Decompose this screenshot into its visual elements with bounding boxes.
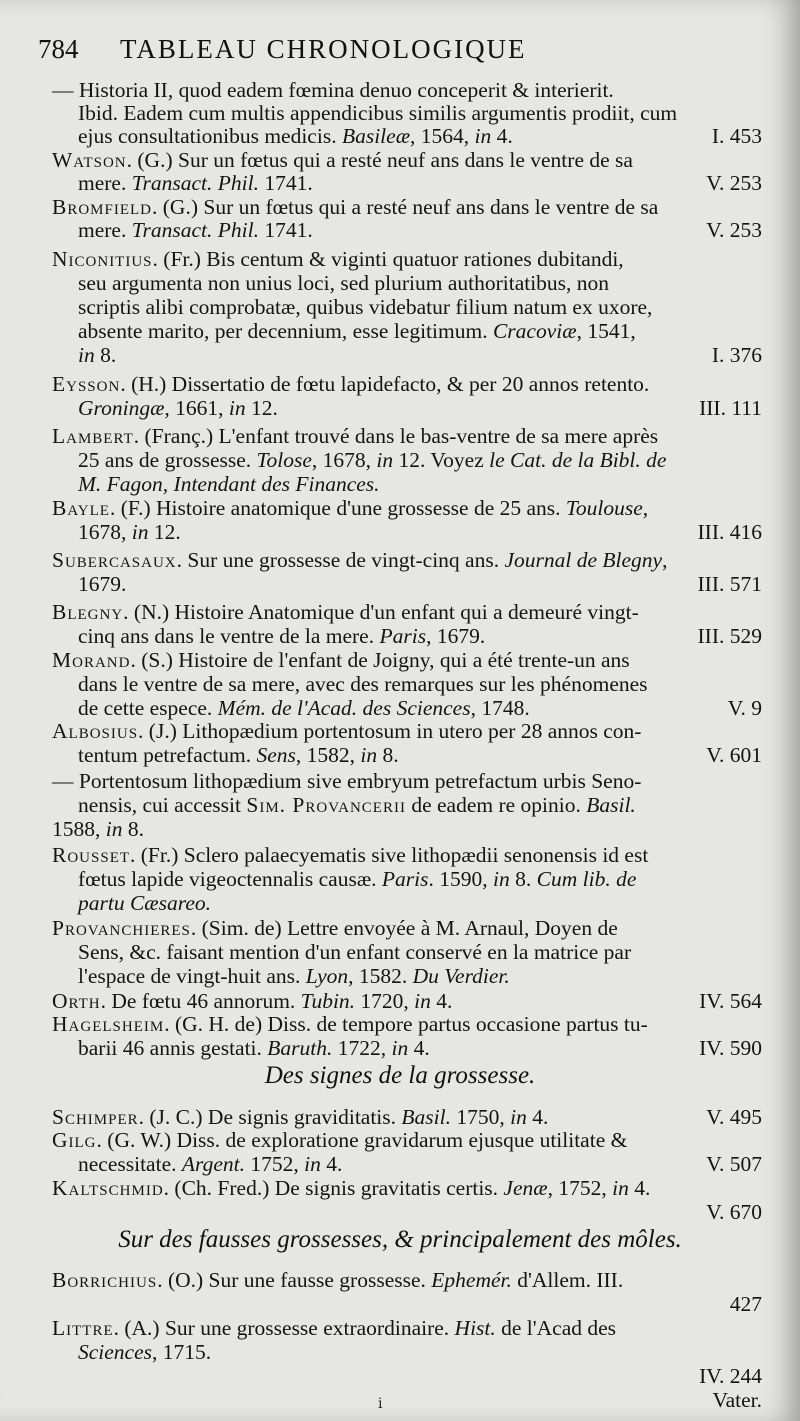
text-run: . (J.) Lithopædium portentosum in utero per 28 annos con-: [138, 719, 642, 743]
text-run: Sciences: [78, 1340, 153, 1364]
text-run: . (Fr.) Bis centum & viginti quatuor rationes dubitandi,: [152, 247, 624, 271]
text-run: , 1678,: [311, 448, 377, 472]
text-run: de cette espece.: [78, 696, 218, 720]
text-line: [0, 989, 800, 1013]
line-text: [78, 964, 510, 988]
text-run: 4.: [628, 1176, 651, 1200]
text-run: Jenæ: [503, 1176, 548, 1200]
line-text: [78, 218, 313, 242]
text-line: [0, 1200, 800, 1224]
text-line: [0, 769, 800, 793]
text-line: [0, 1128, 800, 1152]
text-line: [0, 1036, 800, 1060]
text-run: . Sur une grossesse de vingt-cinq ans.: [176, 548, 505, 572]
text-line: [0, 940, 800, 964]
reference-number: V. 507: [706, 1152, 762, 1176]
text-line: [0, 964, 800, 988]
line-text: [78, 319, 636, 343]
reference-number: V. 253: [706, 218, 762, 242]
line-text: [52, 247, 624, 271]
reference-number: V. 601: [706, 743, 762, 767]
reference-number: III. 416: [697, 520, 762, 544]
text-run: , 1541,: [576, 319, 636, 343]
text-run: 25 ans de grossesse.: [78, 448, 257, 472]
text-run: . (G. H. de) Diss. de tempore partus occasione partus tu-: [164, 1012, 648, 1036]
text-run: in: [612, 1176, 629, 1200]
line-text: [78, 672, 648, 696]
text-run: cinq ans dans le ventre de la mere.: [78, 624, 380, 648]
text-line: [0, 1292, 800, 1316]
reference-number: III. 111: [699, 396, 762, 420]
reference-number: IV. 564: [699, 989, 762, 1013]
text-line: [0, 1364, 800, 1388]
line-text: [52, 1316, 616, 1340]
text-run: Schimper: [52, 1105, 139, 1129]
text-run: Sens, &c. faisant mention d'un enfant conservé en la matrice par: [78, 940, 632, 964]
text-run: Littre: [52, 1316, 114, 1340]
text-run: Bromfield: [52, 195, 153, 219]
text-run: fœtus lapide vigeoctennalis causæ.: [78, 867, 382, 891]
text-run: tentum petrefactum.: [78, 743, 257, 767]
text-run: — Portentosum lithopædium sive embryum petrefactum urbis Seno-: [52, 769, 642, 793]
line-text: [78, 891, 211, 915]
text-run: in: [360, 743, 378, 767]
text-run: in: [304, 1152, 321, 1176]
text-run: 4.: [430, 989, 453, 1013]
text-run: de l'Acad des: [495, 1316, 617, 1340]
text-line: [0, 743, 800, 767]
line-text: [78, 940, 631, 964]
page-number: 784: [38, 34, 79, 64]
text-run: Provanchieres: [52, 916, 191, 940]
text-run: Journal de Blegny: [504, 548, 663, 572]
text-run: in: [78, 343, 95, 367]
text-run: Transact. Phil.: [131, 218, 259, 242]
text-run: ,: [662, 548, 668, 572]
text-run: Sim. Provancerii: [246, 793, 406, 817]
text-run: 12.: [245, 396, 278, 420]
text-run: Watson: [52, 148, 127, 172]
reference-number: IV. 590: [699, 1036, 762, 1060]
text-run: Baruth.: [267, 1036, 333, 1060]
text-run: Hagelsheim: [52, 1012, 165, 1036]
text-run: . De fœtu 46 annorum.: [100, 989, 301, 1013]
text-line: [0, 195, 800, 219]
text-line: [0, 171, 800, 195]
text-run: 4.: [320, 1152, 343, 1176]
text-run: . (G.) Sur un fœtus qui a resté neuf ans dans le ventre de sa: [152, 195, 659, 219]
text-run: , 1715.: [152, 1340, 212, 1364]
text-run: Blegny: [52, 600, 124, 624]
text-run: barii 46 annis gestati.: [78, 1036, 268, 1060]
line-text: [78, 295, 652, 319]
text-run: . 1590,: [428, 867, 494, 891]
text-line: [0, 424, 800, 448]
text-run: Lyon: [305, 964, 349, 988]
line-text: [52, 548, 667, 572]
text-run: Lambert: [52, 424, 134, 448]
text-run: 12.: [148, 520, 181, 544]
text-line: [0, 472, 800, 496]
text-line: [0, 124, 800, 148]
text-run: in: [228, 396, 246, 420]
text-run: nensis, cui accessit: [78, 793, 247, 817]
text-run: l'espace de vingt-huit ans.: [78, 964, 306, 988]
line-text: [78, 1340, 211, 1364]
text-run: 4.: [408, 1036, 430, 1060]
text-line: [0, 1388, 800, 1412]
text-run: 1678,: [78, 520, 132, 544]
text-run: 8.: [377, 743, 399, 767]
text-run: Ibid. Eadem cum multis appendicibus similis argumentis prodiit, cum: [78, 101, 678, 125]
text-run: in: [131, 520, 149, 544]
reference-number: Vater.: [712, 1388, 762, 1412]
text-line: [0, 548, 800, 572]
text-run: Argent.: [181, 1152, 245, 1176]
line-text: [52, 1176, 650, 1200]
reference-number: 427: [729, 1292, 762, 1316]
text-run: . (O.) Sur une fausse grossesse.: [157, 1268, 432, 1292]
text-run: in: [376, 448, 394, 472]
text-run: 1588,: [52, 817, 106, 841]
section-heading: Des signes de la grossesse.: [264, 1062, 536, 1089]
text-run: Basileæ: [341, 124, 411, 148]
text-run: . (J. C.) De signis graviditatis.: [138, 1105, 402, 1129]
text-run: . (Ch. Fred.) De signis gravitatis certis.: [163, 1176, 504, 1200]
text-run: . (H.) Dissertatio de fœtu lapidefacto, & per 20 annos retento.: [120, 372, 650, 396]
text-run: de eadem re opinio.: [405, 793, 587, 817]
text-run: mere.: [78, 218, 132, 242]
text-line: [0, 1268, 800, 1292]
text-run: ,: [642, 496, 649, 520]
text-line: [0, 218, 800, 242]
line-text: [78, 624, 485, 648]
text-line: [0, 448, 800, 472]
text-run: 1752,: [244, 1152, 305, 1176]
text-run: partu Cæsareo.: [78, 891, 211, 915]
text-run: . (G.) Sur un fœtus qui a resté neuf ans dans le ventre de sa: [126, 148, 633, 172]
text-line: [0, 817, 800, 841]
text-run: Gilg: [52, 1128, 97, 1152]
line-text: [52, 843, 648, 867]
text-line: [0, 793, 800, 817]
reference-number: I. 453: [711, 124, 762, 148]
reference-number: III. 529: [697, 624, 762, 648]
text-run: . (A.) Sur une grossesse extraordinaire.: [113, 1316, 455, 1340]
text-run: Paris: [379, 624, 427, 648]
text-line: [0, 247, 800, 271]
text-run: 1679.: [78, 572, 127, 596]
line-text: [52, 1105, 548, 1129]
text-run: Paris: [381, 867, 429, 891]
text-run: 1750,: [450, 1105, 511, 1129]
line-text: [52, 148, 633, 172]
text-run: — Historia II, quod eadem fœmina denuo conceperit & interierit.: [52, 78, 614, 102]
line-text: [78, 520, 181, 544]
text-line: [0, 867, 800, 891]
text-run: d'Allem. III.: [511, 1268, 624, 1292]
running-title: TABLEAU CHRONOLOGIQUE: [120, 34, 527, 64]
text-run: 8.: [94, 343, 117, 367]
text-run: Orth: [52, 989, 101, 1013]
text-run: Albosius: [52, 719, 139, 743]
text-run: Borrichius: [52, 1268, 158, 1292]
text-run: . (Franç.) L'enfant trouvé dans le bas-ventre de sa mere après: [133, 424, 659, 448]
text-line: [0, 624, 800, 648]
text-line: [0, 719, 800, 743]
text-run: . (F.) Histoire anatomique d'une grossesse de 25 ans.: [109, 496, 566, 520]
text-run: Morand: [52, 648, 131, 672]
text-line: [0, 78, 800, 102]
text-line: [0, 1176, 800, 1200]
text-line: [0, 572, 800, 596]
text-line: [0, 295, 800, 319]
line-text: [52, 916, 618, 940]
text-run: . (N.) Histoire Anatomique d'un enfant qui a demeuré vingt-: [123, 600, 639, 624]
line-text: [52, 424, 658, 448]
line-text: [52, 372, 649, 396]
text-run: , 1748.: [470, 696, 530, 720]
line-text: [78, 572, 126, 596]
line-text: [52, 496, 648, 520]
line-text: [78, 101, 677, 125]
text-run: dans le ventre de sa mere, avec des remarques sur les phénomenes: [78, 672, 648, 696]
reference-number: V. 253: [706, 171, 762, 195]
text-run: mere.: [78, 171, 132, 195]
text-run: . (Fr.) Sclero palaecyematis sive lithopædii senonensis id est: [130, 843, 649, 867]
text-run: , 1679.: [426, 624, 486, 648]
text-line: [0, 843, 800, 867]
text-run: , 1661,: [164, 396, 229, 420]
text-run: Tolose: [256, 448, 312, 472]
text-run: Groningæ: [78, 396, 165, 420]
text-run: 8.: [509, 867, 537, 891]
line-text: [78, 171, 313, 195]
line-text: [78, 472, 380, 496]
reference-number: V. 670: [706, 1200, 762, 1224]
text-line: [0, 271, 800, 295]
line-text: [52, 769, 641, 793]
text-line: [0, 1340, 800, 1364]
text-run: 1720,: [355, 989, 415, 1013]
text-line: [0, 672, 800, 696]
line-text: [52, 989, 452, 1013]
text-line: [0, 600, 800, 624]
text-run: Tubin.: [300, 989, 356, 1013]
text-run: Mém. de l'Acad. des Sciences: [217, 696, 471, 720]
text-line: [0, 396, 800, 420]
text-run: Du Verdier.: [412, 964, 510, 988]
line-text: [52, 195, 658, 219]
text-run: , 1564,: [410, 124, 475, 148]
reference-number: IV. 244: [699, 1364, 762, 1388]
line-text: [52, 1268, 623, 1292]
text-run: . (G. W.) Diss. de exploratione gravidarum ejusque utilitate &: [96, 1128, 628, 1152]
text-run: in: [414, 989, 431, 1013]
page-header: [30, 34, 770, 74]
reference-number: V. 495: [706, 1105, 762, 1129]
line-text: [52, 817, 144, 841]
line-text: [78, 1152, 342, 1176]
text-line: [0, 319, 800, 343]
text-run: Toulouse: [565, 496, 643, 520]
text-line: [0, 520, 800, 544]
text-run: Niconitius: [52, 247, 153, 271]
text-run: Sens: [256, 743, 296, 767]
line-text: [78, 271, 609, 295]
line-text: [52, 78, 614, 102]
text-run: 4.: [526, 1105, 549, 1129]
section-heading: Sur des fausses grossesses, & principalement des môles.: [118, 1226, 682, 1253]
text-run: 12. Voyez: [393, 448, 490, 472]
text-run: Transact. Phil.: [131, 171, 259, 195]
text-run: Hist.: [454, 1316, 496, 1340]
line-text: [78, 124, 513, 148]
line-text: [78, 793, 636, 817]
line-text: [78, 448, 666, 472]
text-run: Rousset: [52, 843, 131, 867]
text-run: , 1582.: [348, 964, 413, 988]
text-run: Eysson: [52, 372, 121, 396]
text-run: le Cat. de la Bibl. de: [489, 448, 667, 472]
line-text: [78, 343, 116, 367]
line-text: [52, 1128, 627, 1152]
text-run: Cracoviæ: [492, 319, 577, 343]
text-run: . (Sim. de) Lettre envoyée à M. Arnaul, Doyen de: [190, 916, 618, 940]
text-line: [0, 372, 800, 396]
line-text: [78, 696, 530, 720]
text-run: necessitate.: [78, 1152, 182, 1176]
text-run: in: [391, 1036, 409, 1060]
text-run: in: [510, 1105, 527, 1129]
text-run: scriptis alibi comprobatæ, quibus videbatur filium natum ex uxore,: [78, 295, 653, 319]
text-line: [0, 1012, 800, 1036]
line-text: [78, 743, 399, 767]
line-text: [52, 1012, 648, 1036]
text-run: Ephemér.: [431, 1268, 512, 1292]
text-line: [0, 148, 800, 172]
text-run: in: [493, 867, 510, 891]
text-line: [0, 1152, 800, 1176]
text-line: [0, 891, 800, 915]
text-run: , 1752,: [547, 1176, 613, 1200]
text-line: [0, 101, 800, 125]
text-run: seu argumenta non unius loci, sed plurium authoritatibus, non: [78, 271, 610, 295]
text-run: 1741.: [258, 218, 313, 242]
text-run: Bayle: [52, 496, 110, 520]
footer-mark: i: [378, 1396, 383, 1412]
text-line: [0, 343, 800, 367]
line-text: [52, 648, 630, 672]
text-run: 8.: [122, 817, 144, 841]
reference-number: V. 9: [727, 696, 762, 720]
text-run: . (S.) Histoire de l'enfant de Joigny, qui a été trente-un ans: [130, 648, 630, 672]
text-line: [0, 496, 800, 520]
line-text: [78, 1036, 430, 1060]
line-text: [52, 600, 639, 624]
text-run: Kaltschmid: [52, 1176, 164, 1200]
reference-number: I. 376: [711, 343, 762, 367]
text-run: absente marito, per decennium, esse legitimum.: [78, 319, 493, 343]
text-run: 1722,: [332, 1036, 392, 1060]
text-run: ejus consultationibus medicis.: [78, 124, 342, 148]
line-text: [52, 719, 641, 743]
text-line: [0, 1105, 800, 1129]
line-text: [78, 867, 636, 891]
text-run: Basil.: [586, 793, 636, 817]
reference-number: III. 571: [697, 572, 762, 596]
text-run: 4.: [491, 124, 513, 148]
line-text: [78, 396, 278, 420]
text-line: [0, 1316, 800, 1340]
text-run: , 1582,: [295, 743, 361, 767]
text-run: in: [474, 124, 492, 148]
text-run: Cum lib. de: [536, 867, 637, 891]
text-line: [0, 696, 800, 720]
text-line: [0, 916, 800, 940]
text-run: Basil.: [401, 1105, 451, 1129]
text-run: 1741.: [258, 171, 313, 195]
text-run: in: [105, 817, 123, 841]
text-run: Subercasaux: [52, 548, 177, 572]
text-run: M. Fagon, Intendant des Finances.: [78, 472, 380, 496]
text-line: [0, 648, 800, 672]
